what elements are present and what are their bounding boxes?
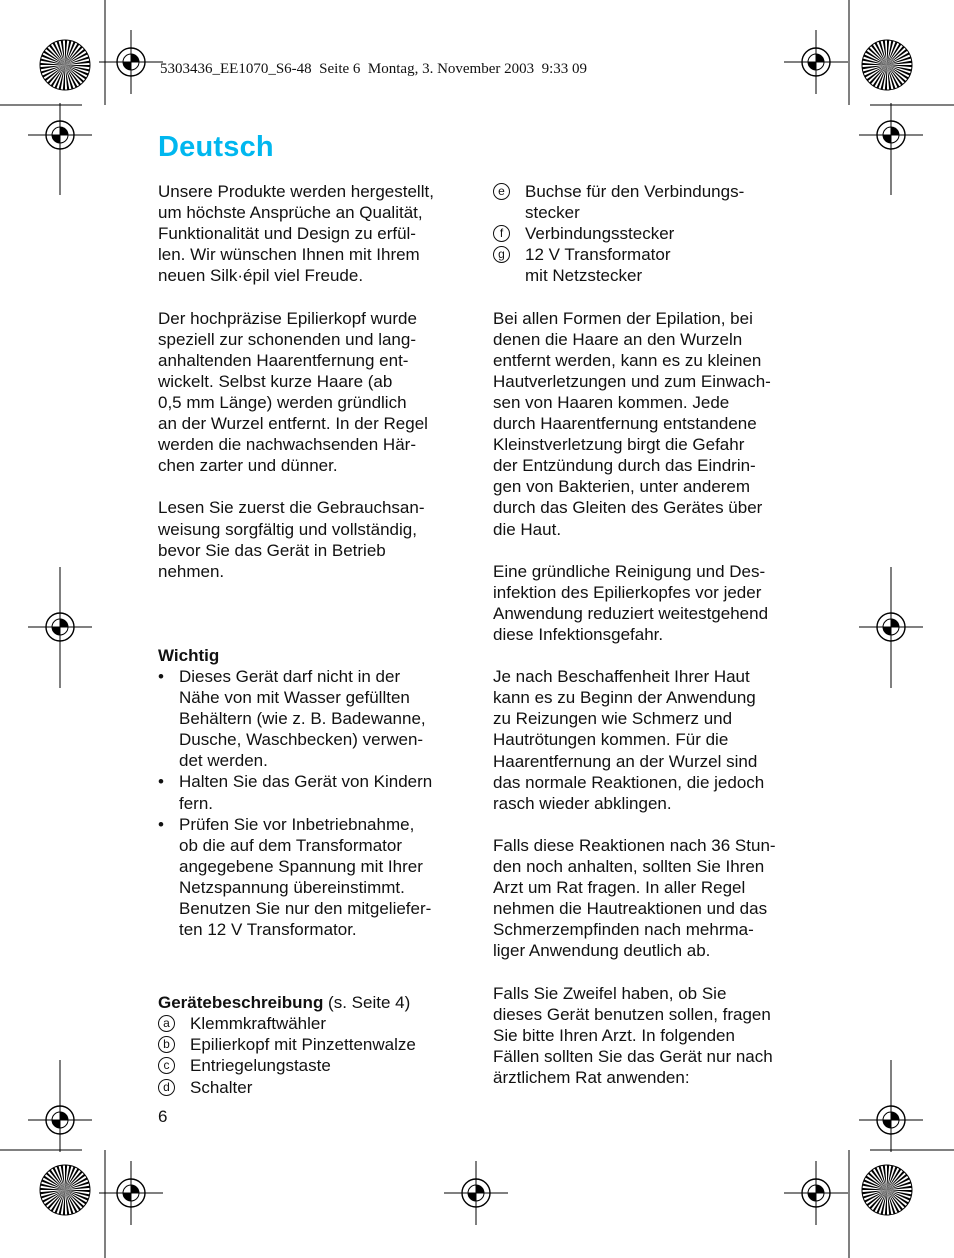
parts-list-continued xyxy=(493,181,798,286)
epilation-paragraph: Bei allen Formen der Epilation, bei denen die Haare an den Wurzeln entfernt werden, kann es zu kleinen Hautverletzungen und zum Einwach- sen von Haaren kommen. Jede durch Haarentfernung entstandene Kleinstverletzung birgt die Gefahr der Entzündung durch das Eindrin- gen von Bakterien, unter anderem durch das Gleiten des Gerätes über die Haut. xyxy=(493,308,771,539)
star-target-icon xyxy=(40,40,90,90)
part-letter-badge: c xyxy=(158,1057,175,1074)
description-heading: Gerätebeschreibung xyxy=(158,993,324,1013)
star-target-icon xyxy=(40,1165,90,1215)
doctor-paragraph: Falls diese Reaktionen nach 36 Stun- den noch anhalten, sollten Sie Ihren Arzt um Rat fragen. In aller Regel nehmen die Hautreaktionen und das Schmerzempfinden nach mehrma- liger Anwendung deutlich ab. xyxy=(493,835,776,961)
spacer xyxy=(158,940,463,992)
list-item xyxy=(493,181,798,223)
part-letter-badge: a xyxy=(158,1015,175,1032)
registration-mark-icon xyxy=(784,1161,848,1225)
list-item-text: Prüfen Sie vor Inbetriebnahme, ob die auf dem Transformator angegebene Spannung mit Ihrer Netzspannung übereinstimmt. Benutzen Sie nur den mitgeliefer- ten 12 V Transformator. xyxy=(179,814,432,940)
registration-mark-icon xyxy=(444,1161,508,1225)
bullet-icon: • xyxy=(158,814,164,834)
bullet-icon: • xyxy=(158,772,164,792)
part-name: 12 V Transformator mit Netzstecker xyxy=(525,245,671,286)
registration-mark-icon xyxy=(99,1161,163,1225)
doubt-paragraph: Falls Sie Zweifel haben, ob Sie dieses Gerät benutzen sollen, fragen Sie bitte Ihren Arzt. In folgenden Fällen sollten Sie das Gerät nur nach ärztlichem Rat anwenden: xyxy=(493,983,773,1087)
list-item xyxy=(158,1013,463,1034)
list-item xyxy=(158,1077,463,1098)
description-heading-line xyxy=(158,992,463,1013)
list-item xyxy=(493,244,798,286)
list-item xyxy=(158,1034,463,1055)
description-page-ref: (s. Seite 4) xyxy=(323,993,411,1013)
page-title: Deutsch xyxy=(158,131,274,163)
list-item xyxy=(158,1055,463,1076)
registration-mark-icon xyxy=(859,595,923,659)
page-number: 6 xyxy=(158,1107,168,1126)
cleaning-paragraph: Eine gründliche Reinigung und Des- infektion des Epilierkopfes vor jeder Anwendung reduziert weitestgehend diese Infektionsgefahr. xyxy=(493,561,769,644)
star-target-icon xyxy=(862,1165,912,1215)
list-item xyxy=(158,666,463,771)
list-item xyxy=(158,771,463,813)
important-heading: Wichtig xyxy=(158,645,220,665)
read-first-paragraph: Lesen Sie zuerst die Gebrauchsan- weisung sorgfältig und vollständig, bevor Sie das Gerät in Betrieb nehmen. xyxy=(158,498,425,581)
part-letter-badge: f xyxy=(493,225,510,242)
part-name: Klemmkraftwähler xyxy=(190,1014,327,1034)
part-name: Buchse für den Verbindungs- stecker xyxy=(525,182,745,223)
part-name: Entriegelungstaste xyxy=(190,1056,331,1076)
list-item xyxy=(493,223,798,244)
skin-reaction-paragraph: Je nach Beschaffenheit Ihrer Haut kann es zu Beginn der Anwendung zu Reizungen wie Schmerz und Hautrötungen kommen. Für die Haarentfernung an der Wurzel sind das normale Reaktionen, die jedoch rasch wieder abklingen. xyxy=(493,667,765,813)
registration-mark-icon xyxy=(784,30,848,94)
spacer xyxy=(158,603,463,645)
part-letter-badge: e xyxy=(493,183,510,200)
star-target-icon xyxy=(862,40,912,90)
important-list xyxy=(158,666,463,940)
list-item-text: Dieses Gerät darf nicht in der Nähe von mit Wasser gefüllten Behältern (wie z. B. Badewanne, Dusche, Waschbecken) verwen- det werden. xyxy=(179,666,426,771)
part-letter-badge: d xyxy=(158,1079,175,1096)
registration-mark-icon xyxy=(28,1088,92,1152)
right-column xyxy=(493,181,798,1109)
part-letter-badge: g xyxy=(493,246,510,263)
left-column xyxy=(158,181,463,1098)
registration-mark-icon xyxy=(859,1088,923,1152)
intro-paragraph: Unsere Produkte werden hergestellt, um höchste Ansprüche an Qualität, Funktionalität und Design zu erfül- len. Wir wünschen Ihnen mit Ihrem neuen Silk·épil viel Freude. xyxy=(158,182,434,286)
epilator-head-paragraph: Der hochpräzise Epilierkopf wurde speziell zur schonenden und lang- anhaltenden Haarentfernung ent- wickelt. Selbst kurze Haare (ab 0,5 mm Länge) werden gründlich an der Wurzel entfernt. In der Regel werden die nachwachsenden Här- chen zarter und dünner. xyxy=(158,308,428,476)
bullet-icon: • xyxy=(158,666,164,686)
registration-mark-icon xyxy=(99,30,163,94)
print-header: 5303436_EE1070_S6-48 Seite 6 Montag, 3. November 2003 9:33 09 xyxy=(160,61,588,77)
part-letter-badge: b xyxy=(158,1036,175,1053)
list-item-text: Halten Sie das Gerät von Kindern fern. xyxy=(179,772,433,813)
part-name: Epilierkopf mit Pinzettenwalze xyxy=(190,1035,416,1055)
registration-mark-icon xyxy=(28,103,92,167)
list-item xyxy=(158,814,463,941)
part-name: Verbindungsstecker xyxy=(525,224,675,244)
part-name: Schalter xyxy=(190,1077,253,1097)
registration-mark-icon xyxy=(859,103,923,167)
registration-mark-icon xyxy=(28,595,92,659)
parts-list xyxy=(158,1013,463,1097)
